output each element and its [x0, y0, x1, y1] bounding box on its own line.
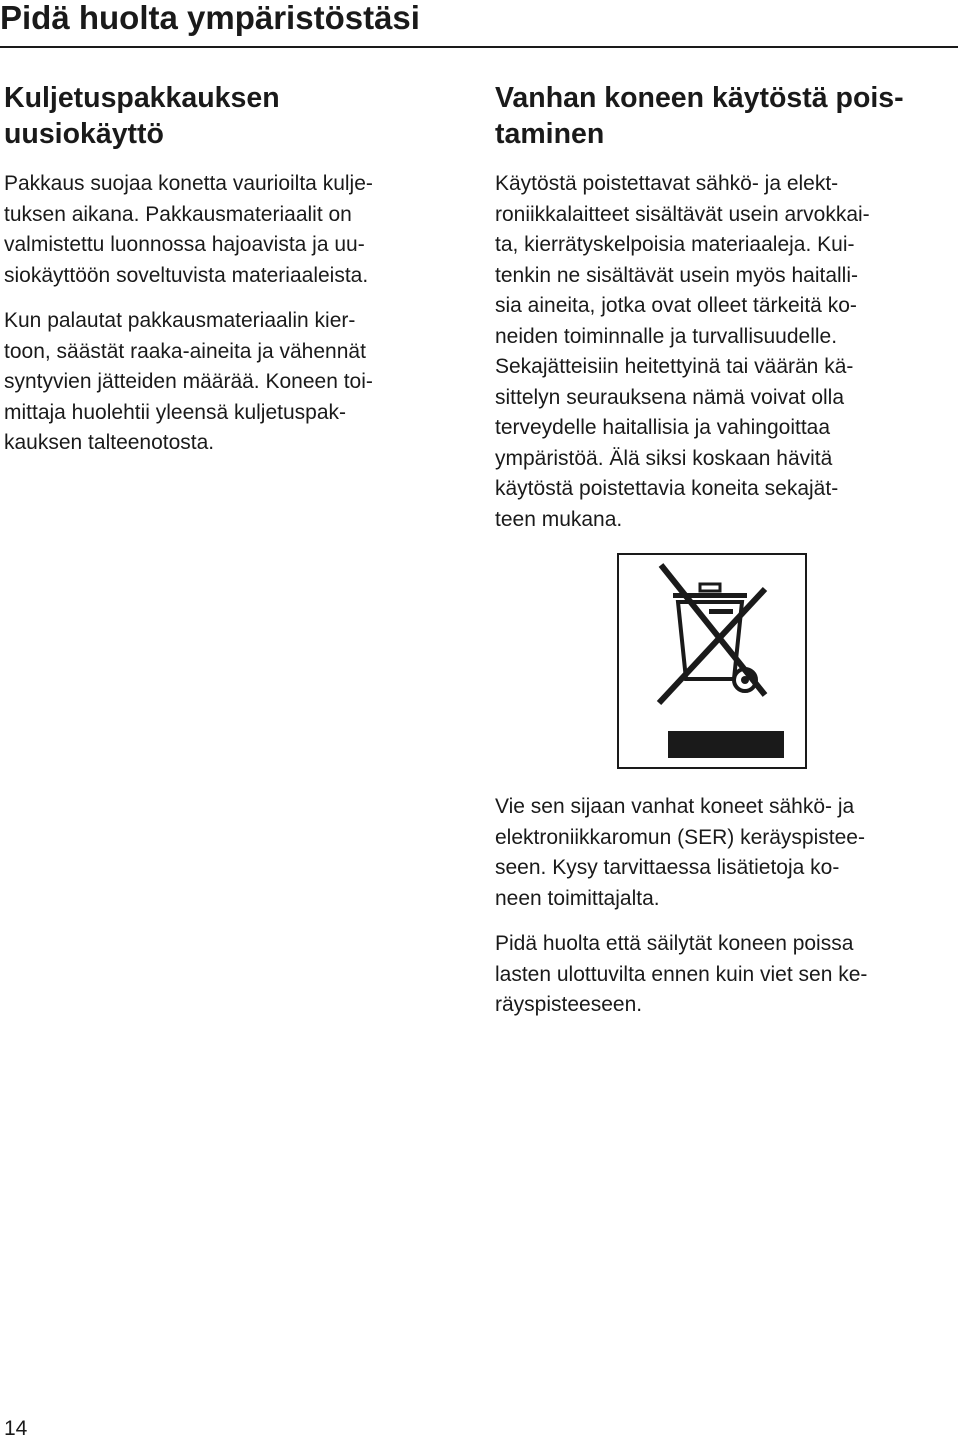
right-column-continued: [495, 792, 957, 1036]
section-heading-packaging: Kuljetuspakkauksen uusiokäyttö: [4, 82, 280, 150]
page-title: Pidä huolta ympäristöstäsi: [0, 0, 420, 36]
collection-paragraph: Vie sen sijaan vanhat koneet sähkö- ja elektroniikkaromun (SER) keräyspistee- seen. Kysy tarvittaessa lisätietoja ko- neen toimittajalta.: [495, 795, 865, 910]
crossed-out-wheelie-bin-icon: [617, 553, 807, 769]
disposal-paragraph: Käytöstä poistettavat sähkö- ja elekt- roniikkalaitteet sisältävät usein arvokkai- ta, kierrätyskelpoisia materiaaleja. Kui- tenkin ne sisältävät usein myös haitalli- sia aineita, jotka ovat olleet tärkeitä ko- neiden toiminnalle ja turvallisuudelle. Sekajätteisiin heitettyinä tai väärän kä- sittelyn seurauksena nämä voivat olla terveydelle haitallisia ja vahingoittaa ympäristöä. Älä siksi koskaan hävitä käytöstä poistettavia koneita sekajät- teen mukana.: [495, 172, 870, 531]
packaging-paragraph-2: Kun palautat pakkausmateriaalin kier- toon, säästät raaka-aineita ja vähennät syntyvien jätteiden määrää. Koneen toi- mittaja huolehtii yleensä kuljetuspak- kauksen talteenotosta.: [4, 309, 373, 454]
page-number: 14: [4, 1417, 28, 1440]
right-column: [495, 80, 957, 550]
section-heading-disposal: Vanhan koneen käytöstä pois- taminen: [495, 82, 904, 150]
title-divider: [0, 46, 958, 48]
left-column: [4, 80, 466, 474]
child-safety-paragraph: Pidä huolta että säilytät koneen poissa lasten ulottuvilta ennen kuin viet sen ke- räyspisteeseen.: [495, 932, 868, 1016]
packaging-paragraph-1: Pakkaus suojaa konetta vaurioilta kulje- tuksen aikana. Pakkausmateriaalit on valmistettu luonnossa hajoavista ja uu- siokäyttöön soveltuvista materiaaleista.: [4, 172, 373, 287]
